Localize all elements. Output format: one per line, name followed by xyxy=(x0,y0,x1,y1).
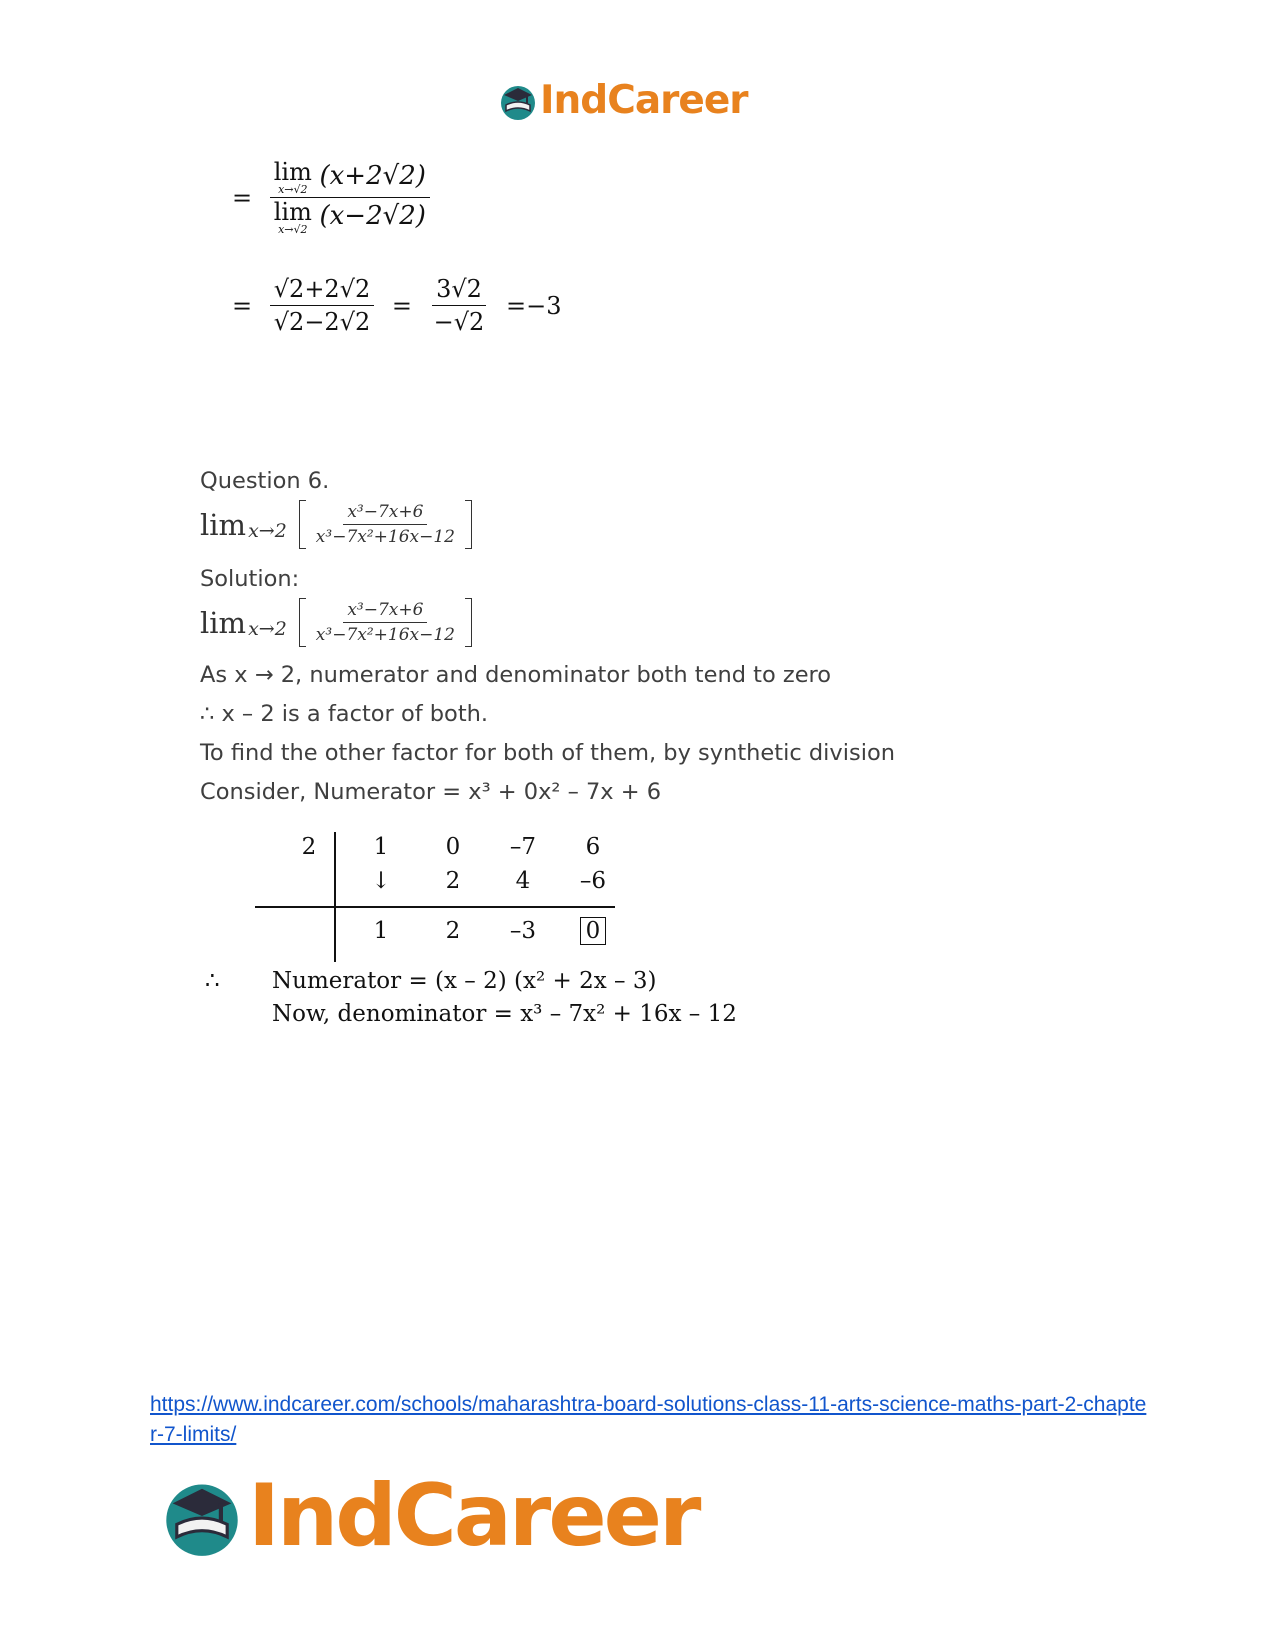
numerator-limit: lim x→√2 (x+2√2) xyxy=(270,160,430,198)
simplified-fraction: $\frac{3√2}{-√2}$ xyxy=(433,275,485,336)
solution-limit-expression: lim x→2 $\frac{\text{x³−7x+6}}{\text{x³−7x²+16x−12}}$ xyxy=(200,598,472,647)
work-step-1 xyxy=(222,160,430,235)
denominator-statement: Now, denominator = x³ – 7x² + 16x – 12 xyxy=(272,1001,737,1027)
row1-cell: –7 xyxy=(509,834,537,860)
graduation-cap-book-globe-icon xyxy=(160,1474,244,1558)
work-step-2 xyxy=(222,275,571,336)
row1-cell: 1 xyxy=(373,834,389,860)
footer-logo xyxy=(160,1466,698,1566)
source-url-link[interactable]: https://www.indcareer.com/schools/maharashtra-board-solutions-class-11-arts-science-maths-part-2-chapter-7-limits/ xyxy=(150,1393,1147,1446)
header-logo-text: IndCareer xyxy=(540,78,748,123)
row3-cell: 2 xyxy=(445,918,461,944)
solution-line-1: As x → 2, numerator and denominator both tend to zero xyxy=(200,662,832,688)
remainder-box: 0 xyxy=(580,917,607,945)
row1-cell: 6 xyxy=(585,834,601,860)
row3-cell: –3 xyxy=(509,918,537,944)
row2-cell: 4 xyxy=(515,868,531,894)
row3-cell: 1 xyxy=(373,918,389,944)
denominator-limit: lim x→√2 (x−2√2) xyxy=(273,198,426,236)
table-horizontal-rule xyxy=(255,906,615,908)
footer-logo-text: IndCareer xyxy=(248,1466,699,1566)
solution-label: Solution: xyxy=(200,566,300,592)
row1-cell: 0 xyxy=(445,834,461,860)
solution-line-4: Consider, Numerator = x³ + 0x² – 7x + 6 xyxy=(200,779,662,805)
graduation-cap-book-globe-icon xyxy=(498,81,538,121)
question-limit-expression: lim x→2 $\frac{\text{x³−7x+6}}{\text{x³−7x²+16x−12}}$ xyxy=(200,500,472,549)
question-title: Question 6. xyxy=(200,468,330,494)
row2-cell: –6 xyxy=(579,868,607,894)
row2-cell: 2 xyxy=(445,868,461,894)
table-vertical-rule xyxy=(334,832,336,962)
header-logo xyxy=(498,78,748,123)
final-result: =−3 xyxy=(505,291,562,320)
synthetic-division-table xyxy=(255,832,625,962)
denominator-expression: (x−2√2) xyxy=(319,201,426,231)
solution-line-2: ∴ x – 2 is a factor of both. xyxy=(200,701,489,727)
remainder-cell xyxy=(573,918,613,944)
numerator-expression: (x+2√2) xyxy=(319,161,426,191)
numerator-factorization: Numerator = (x – 2) (x² + 2x – 3) xyxy=(272,968,657,994)
equals-sign: = xyxy=(232,291,253,320)
therefore-symbol: ∴ xyxy=(205,968,220,994)
solution-line-3: To find the other factor for both of them, by synthetic division xyxy=(200,740,895,766)
limit-quotient xyxy=(270,160,430,235)
equals-sign: = xyxy=(391,291,413,320)
equals-sign: = xyxy=(232,183,253,212)
substituted-fraction: $\frac{√2+2√2}{√2-2√2}$ xyxy=(270,275,375,336)
row2-cell: ↓ xyxy=(371,868,391,894)
divisor: 2 xyxy=(301,834,317,860)
